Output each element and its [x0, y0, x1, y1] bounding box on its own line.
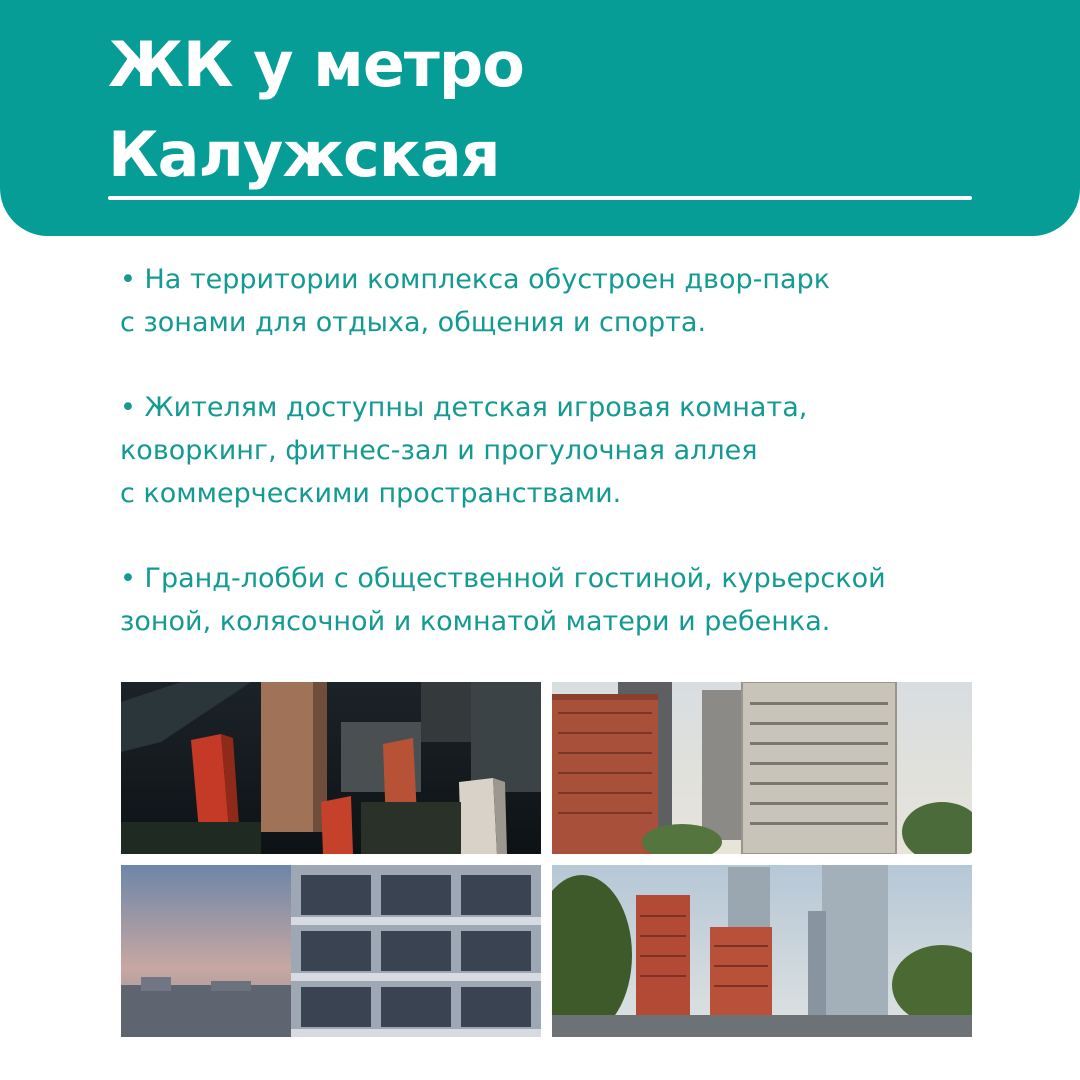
feature-line: • Жителям доступны детская игровая комната, — [120, 392, 808, 423]
photo-balconies-dusk — [121, 865, 541, 1037]
feature-paragraph-courtyard — [120, 258, 1000, 344]
feature-paragraph-lobby — [120, 557, 1000, 643]
feature-line: зоной, колясочной и комнатой матери и ребенка. — [120, 606, 831, 637]
feature-line: коворкинг, фитнес-зал и прогулочная аллея — [120, 435, 758, 466]
header-banner — [0, 0, 1080, 236]
feature-line: с коммерческими пространствами. — [120, 478, 622, 509]
page-title — [108, 20, 988, 200]
photo-grid — [121, 682, 972, 1037]
feature-line: с зонами для отдыха, общения и спорта. — [120, 307, 707, 338]
feature-line: • На территории комплекса обустроен двор-парк — [120, 264, 831, 295]
features-list — [120, 258, 1000, 685]
photo-street-view — [552, 865, 972, 1037]
title-line-2: Калужская — [108, 118, 500, 191]
feature-paragraph-amenities — [120, 386, 1000, 515]
title-line-1: ЖК у метро — [108, 28, 524, 101]
photo-day-towers — [552, 682, 972, 854]
title-underline — [108, 196, 972, 200]
photo-night-aerial — [121, 682, 541, 854]
feature-line: • Гранд-лобби с общественной гостиной, курьерской — [120, 563, 886, 594]
